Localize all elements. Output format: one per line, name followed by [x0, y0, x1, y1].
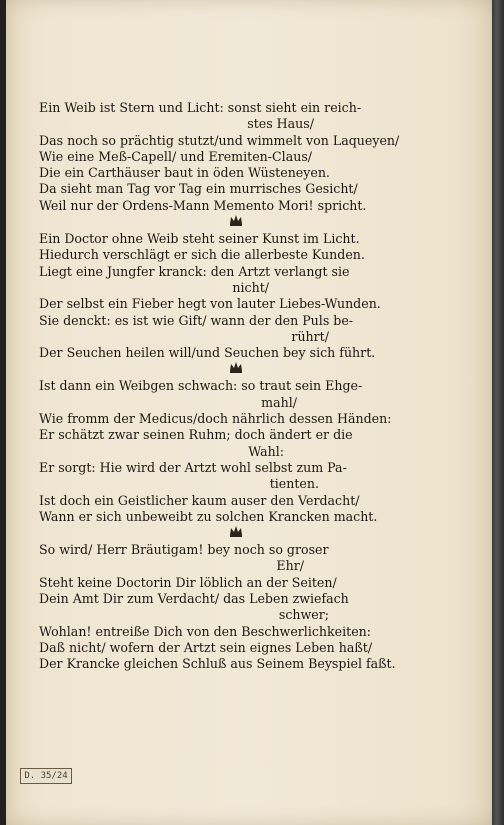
verse-line: Steht keine Doctorin Dir löblich an der Seiten/: [39, 574, 337, 590]
verse-line: Liegt eine Jungfer kranck: den Artzt verlangt sie: [39, 263, 350, 279]
verse-line: Der selbst ein Fieber hegt von lauter Liebes-Wunden.: [39, 296, 381, 312]
verse-line: Sie denckt: es ist wie Gift/ wann der den Puls be-: [39, 312, 354, 328]
stanza: [39, 100, 469, 214]
verse-line: stes Haus/: [247, 116, 314, 132]
verse-line: mahl/: [261, 394, 297, 410]
crown-ornament-icon: [229, 525, 243, 537]
verse-line: Daß nicht/ wofern der Artzt sein eignes Leben haßt/: [39, 639, 373, 655]
verse-line: Ein Doctor ohne Weib steht seiner Kunst im Licht.: [39, 231, 360, 247]
verse-line: tienten.: [269, 476, 319, 492]
stanza: [39, 231, 469, 361]
verse-line: Wie eine Meß-Capell/ und Eremiten-Claus/: [39, 148, 313, 164]
verse-line: Ist dann ein Weibgen schwach: so traut sein Ehge-: [39, 378, 363, 394]
archive-stamp: D. 35/24: [20, 768, 72, 784]
stanza: [39, 542, 469, 672]
verse-line: Dein Amt Dir zum Verdacht/ das Leben zwiefach: [39, 591, 349, 607]
stanza: [39, 378, 469, 525]
verse-line: Wann er sich unbeweibt zu solchen Krancken macht.: [39, 508, 378, 524]
verse-line: Er schätzt zwar seinen Ruhm; doch ändert er die: [39, 427, 353, 443]
verse-line: rührt/: [291, 328, 329, 344]
verse-line: So wird/ Herr Bräutigam! bey noch so groser: [39, 542, 329, 558]
verse-line: Da sieht man Tag vor Tag ein murrisches Gesicht/: [39, 181, 358, 197]
verse-line: Das noch so prächtig stutzt/und wimmelt von Laqueyen/: [39, 132, 400, 148]
document-page: [6, 0, 494, 825]
verse-line: Er sorgt: Hie wird der Artzt wohl selbst zum Pa-: [39, 459, 347, 475]
verse-line: Der Krancke gleichen Schluß aus Seinem Beyspiel faßt.: [39, 656, 396, 672]
crown-ornament-icon: [229, 361, 243, 373]
poem-body: [39, 100, 469, 673]
verse-line: Wie fromm der Medicus/doch nährlich dessen Händen:: [39, 411, 392, 427]
stanza-ornament-gap: [39, 214, 469, 231]
verse-line: nicht/: [232, 279, 269, 295]
crown-ornament-icon: [229, 214, 243, 226]
verse-line: Wohlan! entreiße Dich von den Beschwerlichkeiten:: [39, 623, 372, 639]
binding-edge: [492, 0, 504, 825]
verse-line: Ehr/: [276, 558, 304, 574]
verse-line: Ein Weib ist Stern und Licht: sonst sieht ein reich-: [39, 100, 362, 115]
verse-line: Die ein Carthäuser baut in öden Wüsteneyen.: [39, 165, 330, 181]
verse-line: Der Seuchen heilen will/und Seuchen bey sich führt.: [39, 345, 376, 361]
stanza-ornament-gap: [39, 361, 469, 378]
verse-line: Hiedurch verschlägt er sich die allerbeste Kunden.: [39, 247, 365, 263]
verse-line: Weil nur der Ordens-Mann Memento Mori! spricht.: [39, 197, 367, 213]
verse-line: schwer;: [278, 607, 329, 623]
verse-line: Ist doch ein Geistlicher kaum auser den Verdacht/: [39, 492, 360, 508]
stanza-ornament-gap: [39, 525, 469, 542]
verse-line: Wahl:: [248, 443, 284, 459]
